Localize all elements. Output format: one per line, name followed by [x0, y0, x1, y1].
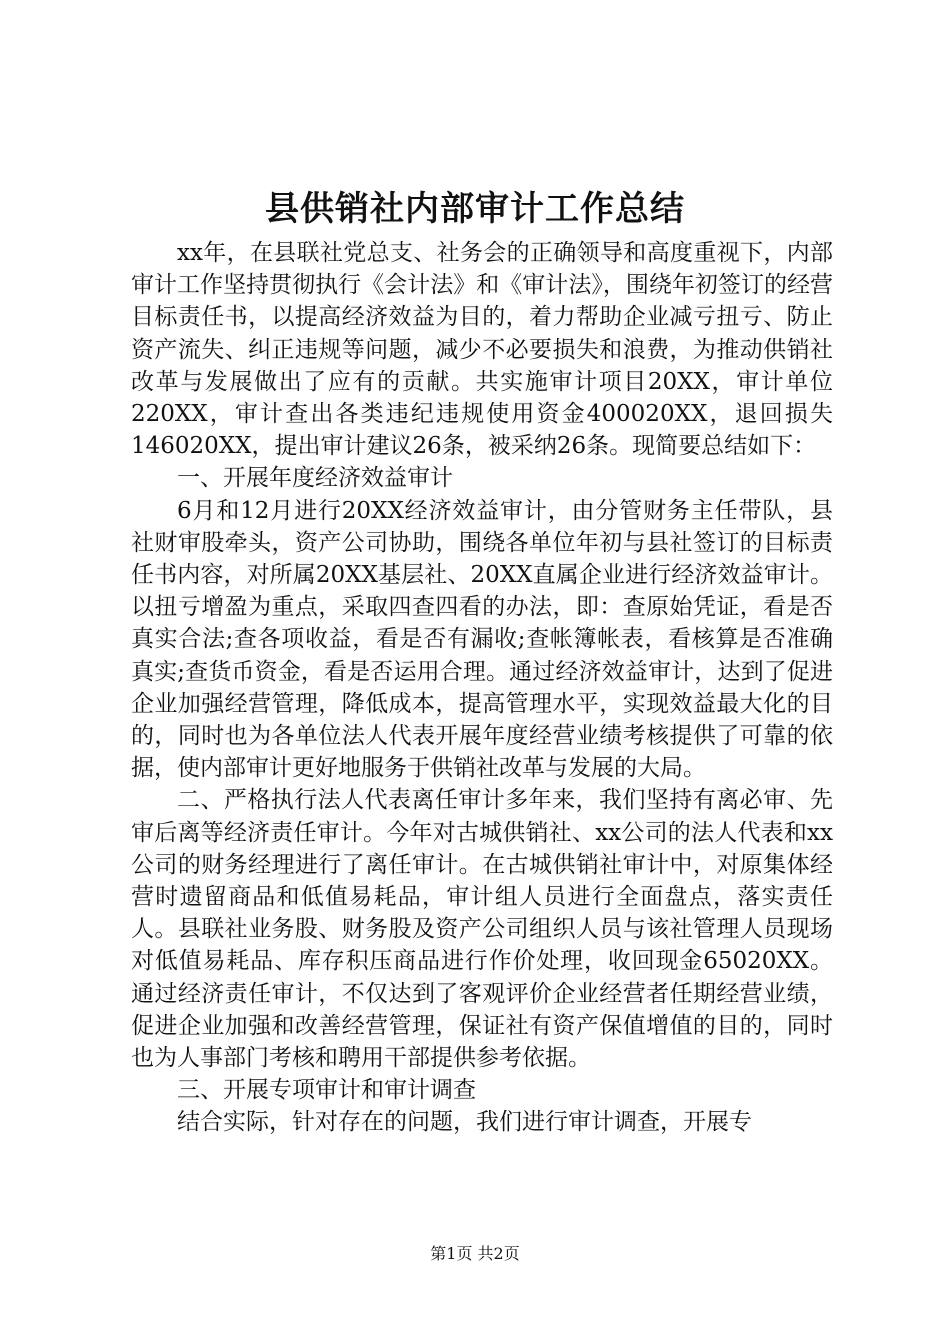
document-body — [131, 237, 833, 1139]
paragraph-section-2: 二、严格执行法人代表离任审计多年来，我们坚持有离必审、先审后离等经济责任审计。今年对古城供销社、xx公司的法人代表和xx公司的财务经理进行了离任审计。在古城供销社审计中，对原集体经营时遗留商品和低值易耗品，审计组人员进行全面盘点，落实责任人。县联社业务股、财务股及资产公司组织人员与该社管理人员现场对低值易耗品、库存积压商品进行作价处理，收回现金65020XX。通过经济责任审计，不仅达到了客观评价企业经营者任期经营业绩，促进企业加强和改善经营管理，保证社有资产保值增值的目的，同时也为人事部门考核和聘用干部提供参考依据。 — [131, 787, 833, 1072]
paragraph-intro: xx年，在县联社党总支、社务会的正确领导和高度重视下，内部审计工作坚持贯彻执行《会计法》和《审计法》，围绕年初签订的经营目标责任书，以提高经济效益为目的，着力帮助企业减亏扭亏、防止资产流失、纠正违规等问题，减少不必要损失和浪费，为推动供销社改革与发展做出了应有的贡献。共实施审计项目20XX，审计单位220XX，审计查出各类违纪违规使用资金400020XX，退回损失146020XX，提出审计建议26条，被采纳26条。现简要总结如下： — [131, 240, 833, 460]
paragraph-section-3: 结合实际，针对存在的问题，我们进行审计调查，开展专 — [177, 1109, 752, 1136]
page-number-footer: 第1页 共2页 — [430, 1244, 520, 1263]
section-heading-3: 三、开展专项审计和审计调查 — [177, 1077, 476, 1104]
section-heading-1: 一、开展年度经济效益审计 — [177, 465, 453, 492]
paragraph-section-1: 6月和12月进行20XX经济效益审计，由分管财务主任带队，县社财审股牵头，资产公司协助，围绕各单位年初与县社签订的目标责任书内容，对所属20XX基层社、20XX直属企业进行经济效益审计。以扭亏增盈为重点，采取四查四看的办法，即：查原始凭证，看是否真实合法;查各项收益，看是否有漏收;查帐簿帐表，看核算是否准确真实;查货币资金，看是否运用合理。通过经济效益审计，达到了促进企业加强经营管理，降低成本，提高管理水平，实现效益最大化的目的，同时也为各单位法人代表开展年度经营业绩考核提供了可靠的依据，使内部审计更好地服务于供销社改革与发展的大局。 — [131, 497, 833, 782]
document-title: 县供销社内部审计工作总结 — [265, 189, 685, 229]
